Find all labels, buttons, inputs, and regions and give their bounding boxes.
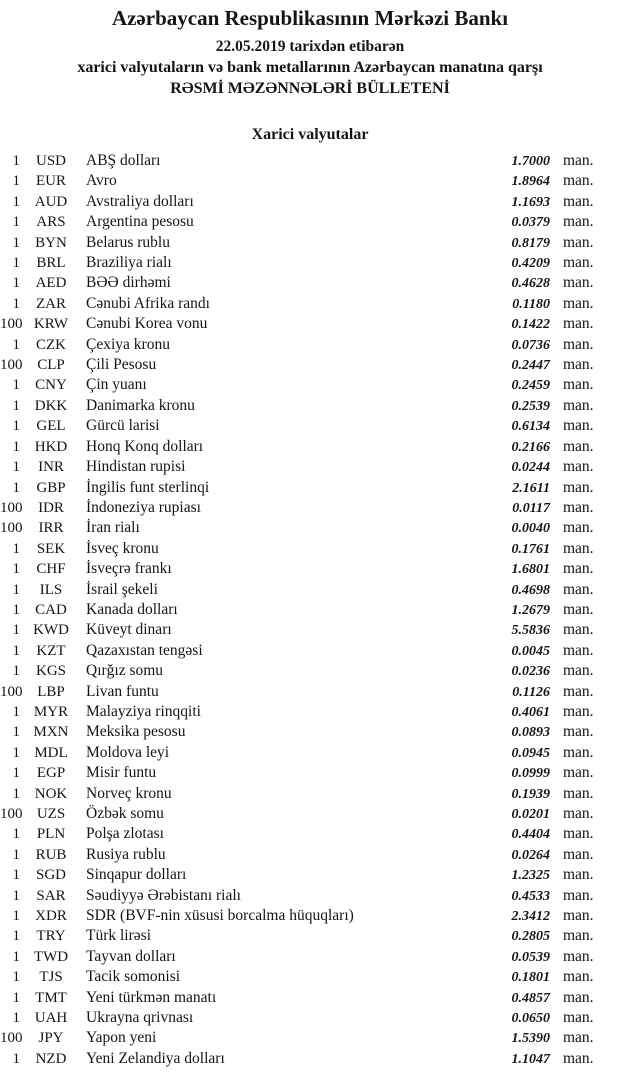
currency-unit: man. xyxy=(563,641,594,659)
rate-row xyxy=(0,416,620,436)
currency-code: KWD xyxy=(33,622,69,639)
currency-quantity: 1 xyxy=(12,234,20,251)
currency-quantity: 1 xyxy=(12,867,20,884)
currency-code: TMT xyxy=(35,989,67,1006)
currency-rate: 1.2679 xyxy=(511,602,550,618)
currency-rate: 1.2325 xyxy=(511,868,550,884)
currency-name: Cənubi Korea vonu xyxy=(86,315,208,333)
currency-code: JPY xyxy=(38,1030,64,1047)
currency-rate: 0.0244 xyxy=(511,460,550,476)
currency-rate: 0.4061 xyxy=(511,704,550,720)
currency-rate: 0.0264 xyxy=(511,847,550,863)
currency-code: NOK xyxy=(34,785,68,802)
rate-row xyxy=(0,355,620,375)
currency-code: AED xyxy=(35,275,67,292)
currency-name: Tayvan dolları xyxy=(86,947,176,965)
currency-unit: man. xyxy=(563,1009,594,1027)
currency-code: PLN xyxy=(36,826,66,843)
rate-row xyxy=(0,457,620,477)
currency-name: Braziliya rialı xyxy=(86,254,172,272)
currency-rate: 0.0236 xyxy=(511,664,550,680)
effective-date-line: 22.05.2019 tarixdən etibarən xyxy=(215,38,405,55)
currency-code: IRR xyxy=(38,520,64,537)
currency-code: CNY xyxy=(35,377,67,394)
rate-row xyxy=(0,233,620,253)
currency-rate: 0.4628 xyxy=(511,276,550,292)
rate-row xyxy=(0,600,620,620)
currency-code: CLP xyxy=(37,357,65,374)
currency-unit: man. xyxy=(563,743,594,761)
currency-rate: 0.8179 xyxy=(511,235,550,251)
currency-quantity: 1 xyxy=(12,336,20,353)
currency-unit: man. xyxy=(563,254,594,272)
rate-row xyxy=(0,845,620,865)
currency-quantity: 1 xyxy=(12,948,20,965)
currency-code: KRW xyxy=(33,316,69,333)
currency-unit: man. xyxy=(563,947,594,965)
currency-quantity: 1 xyxy=(12,765,20,782)
rate-row xyxy=(0,886,620,906)
rate-row xyxy=(0,865,620,885)
currency-name: Polşa zlotası xyxy=(86,825,164,843)
currency-rate: 0.1180 xyxy=(512,296,550,312)
currency-unit: man. xyxy=(563,335,594,353)
currency-name: İsrail şekeli xyxy=(86,580,158,598)
currency-rate: 0.4698 xyxy=(511,582,550,598)
currency-rate: 1.1047 xyxy=(511,1051,550,1067)
currency-quantity: 1 xyxy=(12,663,20,680)
rate-row xyxy=(0,620,620,640)
currency-name: Çin yuanı xyxy=(86,376,147,394)
subtitle-line: xarici valyutaların və bank metallarının Azərbaycan manatına qarşı xyxy=(77,59,543,76)
currency-name: SDR (BVF-nin xüsusi borcalma hüquqları) xyxy=(86,907,354,925)
currency-code: UAH xyxy=(34,1010,68,1027)
currency-unit: man. xyxy=(563,988,594,1006)
rate-row xyxy=(0,559,620,579)
currency-unit: man. xyxy=(563,927,594,945)
rate-row xyxy=(0,824,620,844)
rate-row xyxy=(0,804,620,824)
currency-name: Avstraliya dolları xyxy=(86,192,194,210)
currency-code: EUR xyxy=(36,173,66,190)
rate-row xyxy=(0,253,620,273)
rate-row xyxy=(0,273,620,293)
currency-unit: man. xyxy=(563,560,594,578)
currency-rate: 1.5390 xyxy=(511,1031,550,1047)
currency-rate: 0.0945 xyxy=(511,745,550,761)
currency-code: CAD xyxy=(35,601,67,618)
currency-code: USD xyxy=(35,153,66,169)
currency-unit: man. xyxy=(563,886,594,904)
currency-quantity: 1 xyxy=(12,601,20,618)
currency-code: HKD xyxy=(34,438,68,455)
currency-name: Belarus rublu xyxy=(86,233,170,251)
currency-quantity: 1 xyxy=(12,744,20,761)
currency-rate: 0.0379 xyxy=(511,215,550,231)
currency-unit: man. xyxy=(563,600,594,618)
currency-name: Malayziya rinqqiti xyxy=(86,702,201,720)
currency-quantity: 1 xyxy=(12,295,20,312)
currency-code: SAR xyxy=(36,887,66,904)
currency-unit: man. xyxy=(563,213,594,231)
currency-unit: man. xyxy=(563,866,594,884)
currency-unit: man. xyxy=(563,1029,594,1047)
currency-unit: man. xyxy=(563,825,594,843)
currency-name: BƏƏ dirhəmi xyxy=(86,274,171,292)
currency-name: Argentina pesosu xyxy=(86,213,194,231)
currency-code: GBP xyxy=(36,479,66,496)
currency-name: Çili Pesosu xyxy=(86,356,157,374)
currency-name: Türk lirəsi xyxy=(86,927,151,945)
currency-unit: man. xyxy=(563,192,594,210)
currency-name: Cənubi Afrika randı xyxy=(86,294,210,312)
currency-name: Avro xyxy=(86,172,117,190)
currency-quantity: 1 xyxy=(12,275,20,292)
currency-unit: man. xyxy=(563,396,594,414)
currency-unit: man. xyxy=(563,907,594,925)
rate-row xyxy=(0,539,620,559)
currency-unit: man. xyxy=(563,682,594,700)
currency-rate: 0.0999 xyxy=(511,766,550,782)
rate-row xyxy=(0,702,620,722)
currency-name: Kanada dolları xyxy=(86,600,178,618)
currency-code: ILS xyxy=(39,581,63,598)
currency-unit: man. xyxy=(563,478,594,496)
currency-unit: man. xyxy=(563,458,594,476)
currency-quantity: 1 xyxy=(12,397,20,414)
currency-unit: man. xyxy=(563,621,594,639)
currency-unit: man. xyxy=(563,233,594,251)
bulletin-title: RƏSMİ MƏZƏNNƏLƏRİ BÜLLETENİ xyxy=(170,80,450,97)
rate-row xyxy=(0,926,620,946)
currency-quantity: 1 xyxy=(12,214,20,231)
currency-code: TJS xyxy=(39,969,63,986)
currency-code: TWD xyxy=(33,948,69,965)
currency-unit: man. xyxy=(563,805,594,822)
currency-code: MXN xyxy=(33,724,69,741)
currency-code: ARS xyxy=(36,214,66,231)
currency-quantity: 1 xyxy=(12,724,20,741)
currency-quantity: 1 xyxy=(12,908,20,925)
currency-code: BRL xyxy=(36,255,66,272)
currency-code: LBP xyxy=(37,683,65,700)
currency-quantity: 1 xyxy=(12,377,20,394)
rate-row xyxy=(0,722,620,742)
currency-quantity: 1 xyxy=(12,540,20,557)
currency-rate: 0.4533 xyxy=(511,888,550,904)
currency-quantity: 1 xyxy=(12,969,20,986)
rate-row xyxy=(0,580,620,600)
rate-row xyxy=(0,784,620,804)
currency-code: BYN xyxy=(35,234,67,251)
currency-name: Küveyt dinarı xyxy=(86,621,172,639)
currency-rate: 2.3412 xyxy=(511,909,550,925)
currency-code: RUB xyxy=(35,846,67,863)
currency-unit: man. xyxy=(563,968,594,986)
currency-quantity: 1 xyxy=(12,438,20,455)
rate-row xyxy=(0,335,620,355)
currency-code: EGP xyxy=(36,765,66,782)
currency-name: Honq Konq dolları xyxy=(86,437,204,455)
currency-name: Livan funtu xyxy=(86,682,159,700)
currency-code: KGS xyxy=(35,663,66,680)
rate-row xyxy=(0,906,620,926)
rate-row xyxy=(0,661,620,681)
currency-quantity: 100 xyxy=(0,520,23,537)
currency-unit: man. xyxy=(563,723,594,741)
currency-rate: 1.6801 xyxy=(511,562,550,578)
currency-quantity: 100 xyxy=(0,499,23,516)
currency-rate: 0.2805 xyxy=(511,929,550,945)
currency-rate: 0.0539 xyxy=(511,949,550,965)
currency-code: TRY xyxy=(36,928,66,945)
currency-quantity: 1 xyxy=(12,1050,20,1067)
rate-row xyxy=(0,294,620,314)
currency-rate: 0.1761 xyxy=(511,541,550,557)
currency-unit: man. xyxy=(563,417,594,435)
currency-rate: 5.5836 xyxy=(511,623,550,639)
rate-row xyxy=(0,478,620,498)
currency-name: İndoneziya rupiası xyxy=(86,498,201,516)
rate-row xyxy=(0,988,620,1008)
rate-row xyxy=(0,947,620,967)
currency-code: MYR xyxy=(33,703,69,720)
currency-name: Çexiya kronu xyxy=(86,335,170,353)
currency-quantity: 1 xyxy=(12,459,20,476)
currency-quantity: 1 xyxy=(12,622,20,639)
currency-quantity: 1 xyxy=(12,581,20,598)
currency-name: Gürcü larisi xyxy=(86,417,160,435)
currency-rate: 0.4209 xyxy=(511,256,550,272)
rate-row xyxy=(0,212,620,232)
currency-name: Meksika pesosu xyxy=(86,723,186,741)
currency-code: CHF xyxy=(36,561,66,578)
document-header xyxy=(0,0,620,98)
currency-rate: 0.1939 xyxy=(511,786,550,802)
currency-code: AUD xyxy=(34,193,68,210)
currency-code: MDL xyxy=(34,744,68,761)
currency-unit: man. xyxy=(563,376,594,394)
currency-quantity: 1 xyxy=(12,642,20,659)
rate-row xyxy=(0,967,620,987)
currency-unit: man. xyxy=(563,294,594,312)
currency-unit: man. xyxy=(563,845,594,863)
currency-quantity: 1 xyxy=(12,479,20,496)
currency-rate: 2.1611 xyxy=(512,480,550,496)
currency-rate: 0.0736 xyxy=(511,337,550,353)
currency-code: XDR xyxy=(35,908,67,925)
currency-rate: 0.2459 xyxy=(511,378,550,394)
currency-name: Ukrayna qrivnası xyxy=(86,1009,194,1027)
currency-rate: 1.7000 xyxy=(511,154,550,169)
currency-quantity: 1 xyxy=(12,846,20,863)
rate-row xyxy=(0,763,620,783)
currency-quantity: 1 xyxy=(12,928,20,945)
currency-name: ABŞ dolları xyxy=(86,152,161,169)
currency-quantity: 100 xyxy=(0,806,23,822)
currency-name: İran rialı xyxy=(86,519,140,537)
currency-code: SEK xyxy=(36,540,66,557)
section-title-foreign-currencies: Xarici valyutalar xyxy=(251,126,369,143)
currency-code: KZT xyxy=(36,642,66,659)
rate-row xyxy=(0,743,620,763)
rate-row xyxy=(0,192,620,212)
currency-name: Özbək somu xyxy=(86,805,164,822)
rate-row xyxy=(0,498,620,518)
currency-quantity: 100 xyxy=(0,357,23,374)
currency-unit: man. xyxy=(563,784,594,802)
rate-row xyxy=(0,437,620,457)
currency-rate: 0.2539 xyxy=(511,398,550,414)
currency-name: Tacik somonisi xyxy=(86,968,181,986)
currency-name: İngilis funt sterlinqi xyxy=(86,478,210,496)
currency-rate: 0.1422 xyxy=(511,317,550,333)
currency-name: İsveç kronu xyxy=(86,539,159,557)
currency-quantity: 1 xyxy=(12,1010,20,1027)
currency-rate: 0.0117 xyxy=(512,500,550,516)
currency-unit: man. xyxy=(563,539,594,557)
currency-quantity: 1 xyxy=(12,153,20,169)
rate-row xyxy=(0,375,620,395)
rate-row xyxy=(0,1049,620,1069)
currency-code: NZD xyxy=(35,1050,67,1067)
currency-code: UZS xyxy=(36,806,66,822)
currency-unit: man. xyxy=(563,580,594,598)
currency-quantity: 1 xyxy=(12,561,20,578)
currency-rate: 0.1801 xyxy=(511,970,550,986)
currency-quantity: 100 xyxy=(0,683,23,700)
currency-unit: man. xyxy=(563,764,594,782)
bank-title: Azərbaycan Respublikasının Mərkəzi Bankı xyxy=(111,6,509,30)
currency-quantity: 1 xyxy=(12,703,20,720)
currency-code: SGD xyxy=(35,867,66,884)
currency-quantity: 100 xyxy=(0,316,23,333)
currency-rate: 1.1693 xyxy=(511,194,550,210)
currency-code: GEL xyxy=(36,418,66,435)
currency-name: Misir funtu xyxy=(86,764,157,782)
rate-row xyxy=(0,641,620,661)
currency-name: Qırğız somu xyxy=(86,662,164,680)
currency-quantity: 1 xyxy=(12,989,20,1006)
currency-rate: 0.2447 xyxy=(511,358,550,374)
currency-rate: 1.8964 xyxy=(511,174,550,190)
currency-quantity: 100 xyxy=(0,1030,23,1047)
currency-name: Sinqapur dolları xyxy=(86,866,187,884)
currency-name: Yeni Zelandiya dolları xyxy=(86,1049,225,1067)
currency-rate: 0.0201 xyxy=(511,807,550,822)
currency-name: Rusiya rublu xyxy=(86,845,166,863)
currency-unit: man. xyxy=(563,315,594,333)
currency-quantity: 1 xyxy=(12,785,20,802)
rate-row xyxy=(0,518,620,538)
currency-unit: man. xyxy=(563,498,594,516)
currency-unit: man. xyxy=(563,172,594,190)
currency-name: Danimarka kronu xyxy=(86,396,195,414)
currency-code: CZK xyxy=(36,336,66,353)
currency-name: Moldova leyi xyxy=(86,743,170,761)
currency-code: DKK xyxy=(34,397,68,414)
currency-unit: man. xyxy=(563,1049,594,1067)
currency-quantity: 1 xyxy=(12,826,20,843)
currency-rate: 0.2166 xyxy=(511,439,550,455)
rate-row xyxy=(0,151,620,171)
currency-rate: 0.1126 xyxy=(512,684,550,700)
currency-rate: 0.0650 xyxy=(511,1011,550,1027)
rate-row xyxy=(0,1028,620,1048)
currency-rate: 0.4857 xyxy=(511,990,550,1006)
rate-row xyxy=(0,396,620,416)
rate-row xyxy=(0,314,620,334)
rates-table xyxy=(0,151,620,1069)
currency-code: INR xyxy=(38,459,64,476)
currency-unit: man. xyxy=(563,519,594,537)
currency-unit: man. xyxy=(563,274,594,292)
currency-rate: 0.6134 xyxy=(511,419,550,435)
currency-unit: man. xyxy=(563,152,594,169)
currency-name: Səudiyyə Ərəbistanı rialı xyxy=(86,886,241,904)
currency-code: IDR xyxy=(38,499,64,516)
currency-quantity: 1 xyxy=(12,418,20,435)
currency-quantity: 1 xyxy=(12,887,20,904)
currency-rate: 0.0893 xyxy=(511,725,550,741)
rate-row xyxy=(0,682,620,702)
rate-row xyxy=(0,171,620,191)
currency-unit: man. xyxy=(563,662,594,680)
currency-name: Hindistan rupisi xyxy=(86,458,186,476)
currency-rate: 0.0040 xyxy=(511,521,550,537)
currency-quantity: 1 xyxy=(12,193,20,210)
currency-name: Norveç kronu xyxy=(86,784,172,802)
currency-quantity: 1 xyxy=(12,173,20,190)
currency-unit: man. xyxy=(563,356,594,374)
rate-row xyxy=(0,1008,620,1028)
currency-name: Yeni türkmən manatı xyxy=(86,988,217,1006)
currency-code: ZAR xyxy=(36,295,66,312)
currency-rate: 0.0045 xyxy=(511,643,550,659)
currency-name: Qazaxıstan tengəsi xyxy=(86,641,203,659)
currency-quantity: 1 xyxy=(12,255,20,272)
currency-rate: 0.4404 xyxy=(511,827,550,843)
currency-name: İsveçrə frankı xyxy=(86,560,172,578)
currency-unit: man. xyxy=(563,437,594,455)
currency-unit: man. xyxy=(563,702,594,720)
currency-name: Yapon yeni xyxy=(86,1029,157,1047)
